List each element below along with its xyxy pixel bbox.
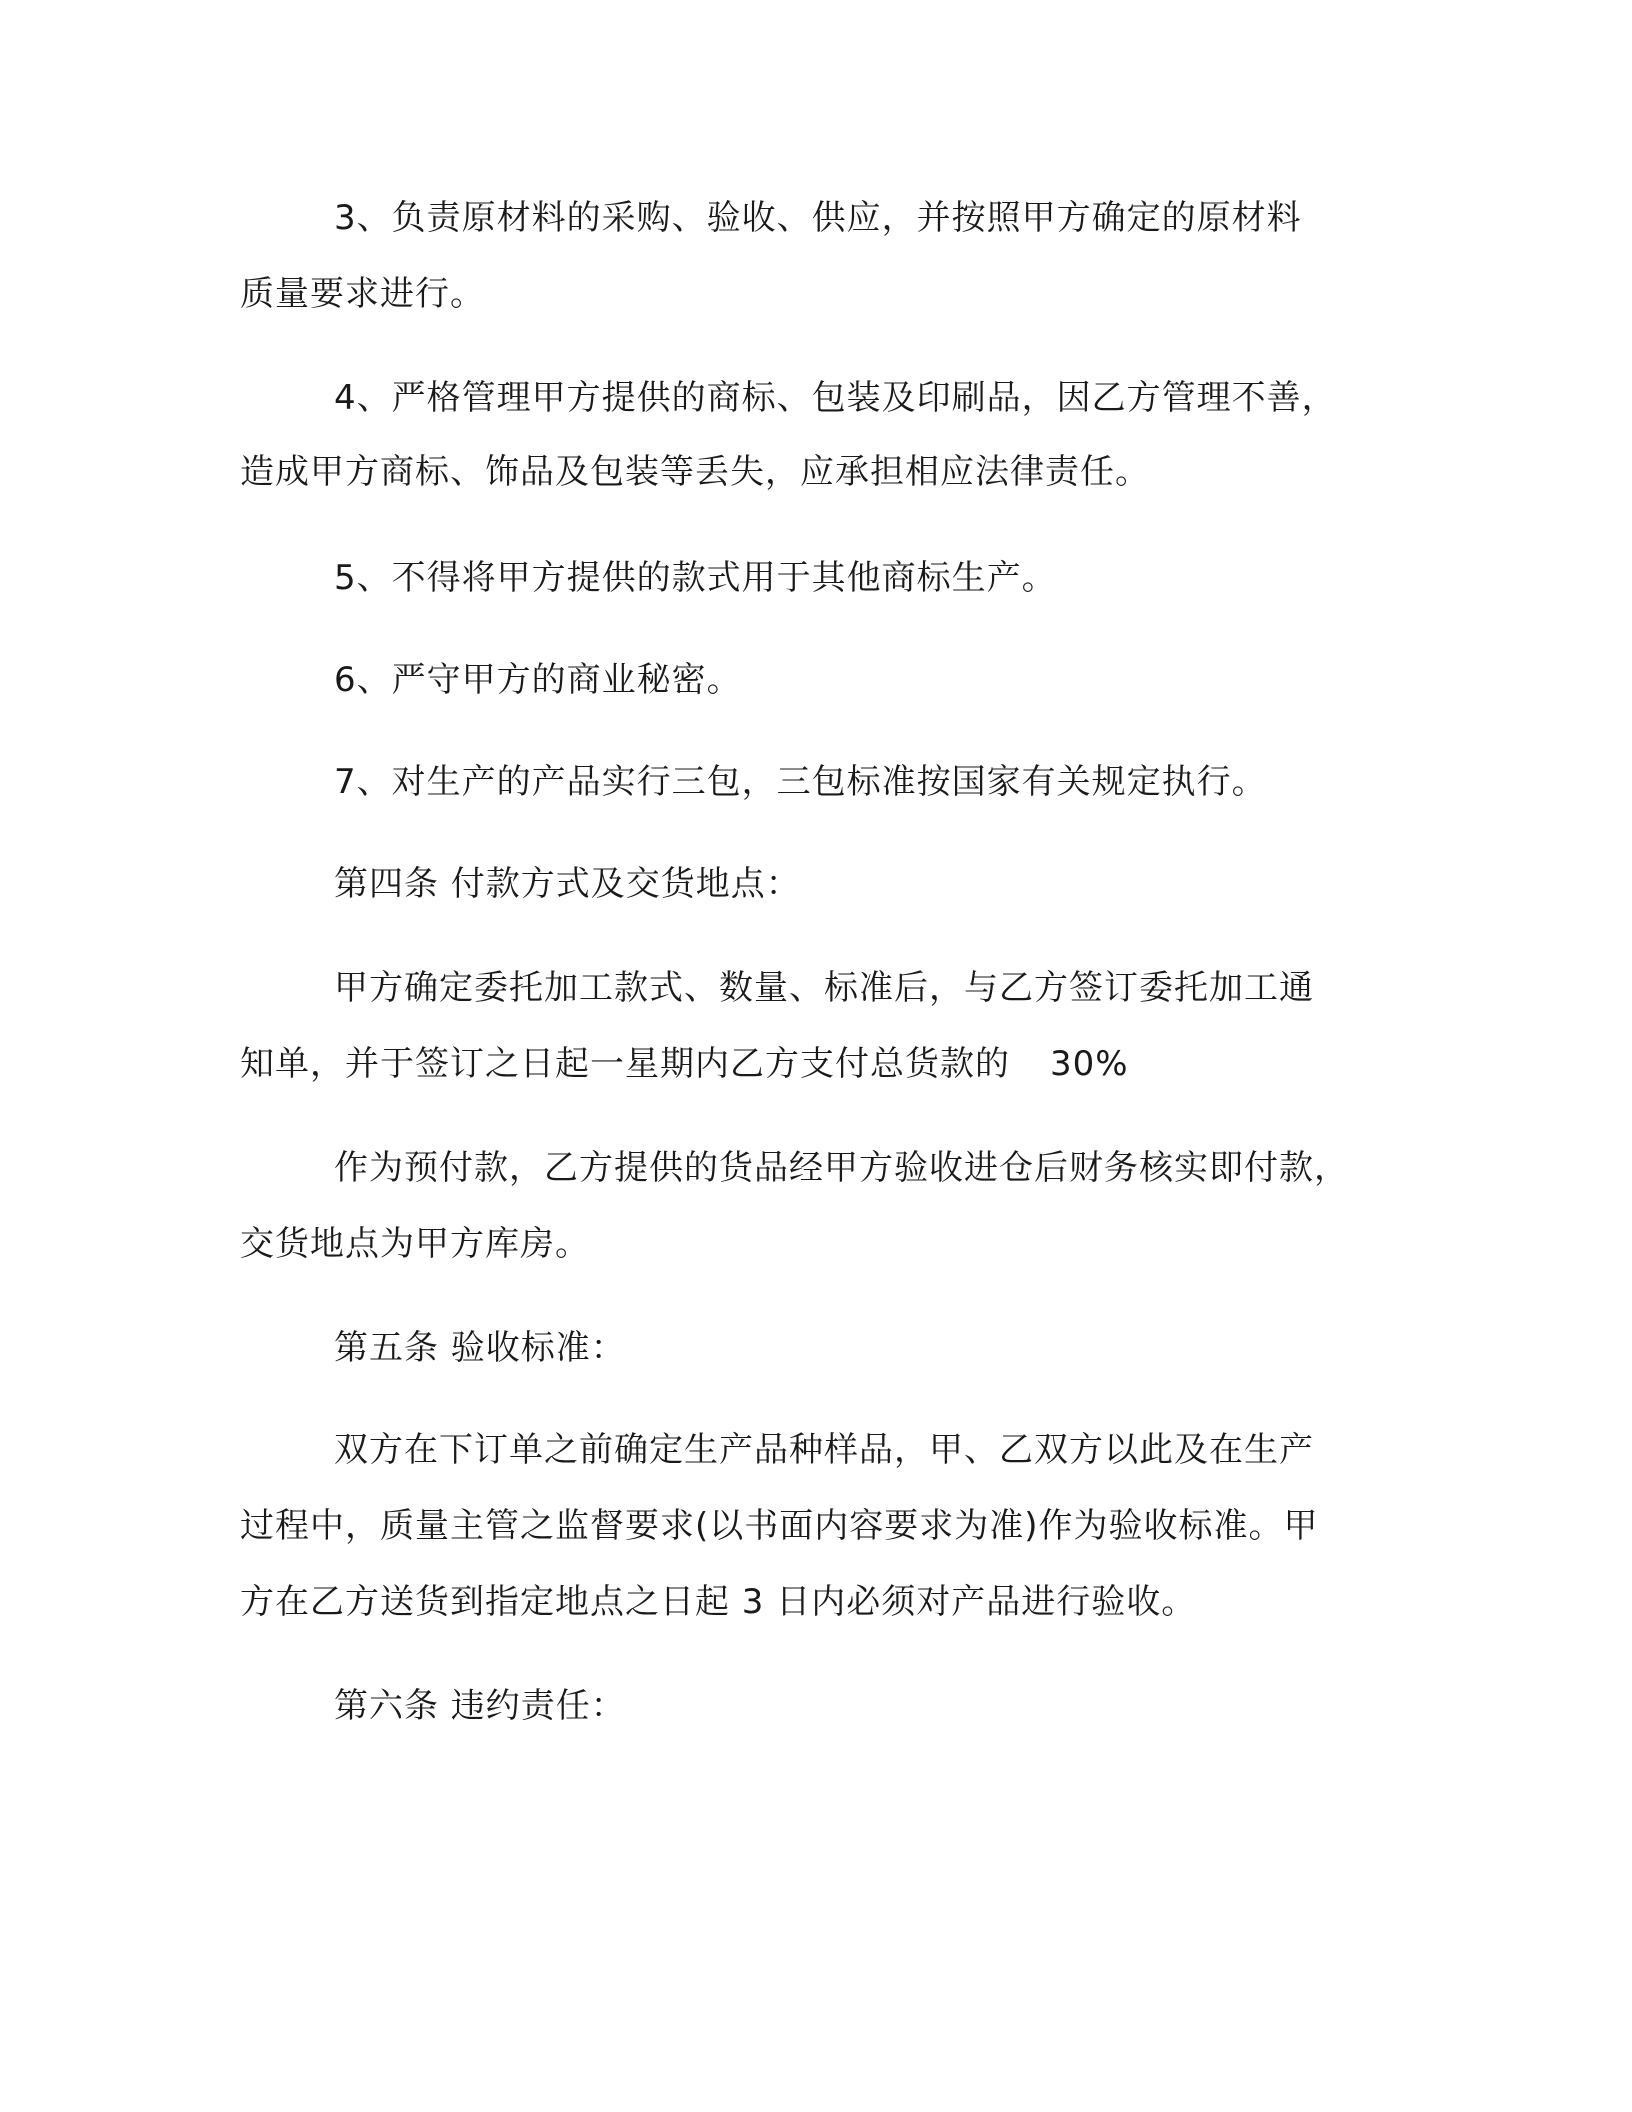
paragraph-4-line-2: 造成甲方商标、饰品及包装等丢失，应承担相应法律责任。 bbox=[240, 452, 1150, 492]
payment-line-text: 知单，并于签订之日起一星期内乙方支付总货款的 bbox=[240, 1044, 1010, 1084]
acceptance-paragraph-line-3: 方在乙方送货到指定地点之日起 3 日内必须对产品进行验收。 bbox=[240, 1582, 1197, 1622]
payment-paragraph-1-line-1: 甲方确定委托加工款式、数量、标准后，与乙方签订委托加工通 bbox=[334, 968, 1314, 1008]
payment-paragraph-1-line-2 bbox=[240, 1042, 1129, 1086]
article-5-heading: 第五条 验收标准： bbox=[334, 1328, 626, 1368]
paragraph-3-line-1: 3、负责原材料的采购、验收、供应，并按照甲方确定的原材料 bbox=[334, 198, 1302, 238]
paragraph-7-line-1: 7、对生产的产品实行三包，三包标准按国家有关规定执行。 bbox=[334, 762, 1267, 802]
payment-paragraph-2-line-2: 交货地点为甲方库房。 bbox=[240, 1224, 590, 1264]
payment-percentage: 30% bbox=[1050, 1044, 1129, 1084]
acceptance-paragraph-line-1: 双方在下订单之前确定生产品种样品，甲、乙双方以此及在生产 bbox=[334, 1430, 1314, 1470]
article-4-heading: 第四条 付款方式及交货地点： bbox=[334, 864, 801, 904]
acceptance-paragraph-line-2: 过程中，质量主管之监督要求(以书面内容要求为准)作为验收标准。甲 bbox=[240, 1506, 1319, 1546]
paragraph-4-line-1: 4、严格管理甲方提供的商标、包装及印刷品，因乙方管理不善， bbox=[334, 378, 1337, 418]
paragraph-6-line-1: 6、严守甲方的商业秘密。 bbox=[334, 660, 742, 700]
paragraph-3-line-2: 质量要求进行。 bbox=[240, 274, 485, 314]
payment-paragraph-2-line-1: 作为预付款，乙方提供的货品经甲方验收进仓后财务核实即付款， bbox=[334, 1148, 1349, 1188]
article-6-heading: 第六条 违约责任： bbox=[334, 1686, 626, 1726]
paragraph-5-line-1: 5、不得将甲方提供的款式用于其他商标生产。 bbox=[334, 558, 1057, 598]
